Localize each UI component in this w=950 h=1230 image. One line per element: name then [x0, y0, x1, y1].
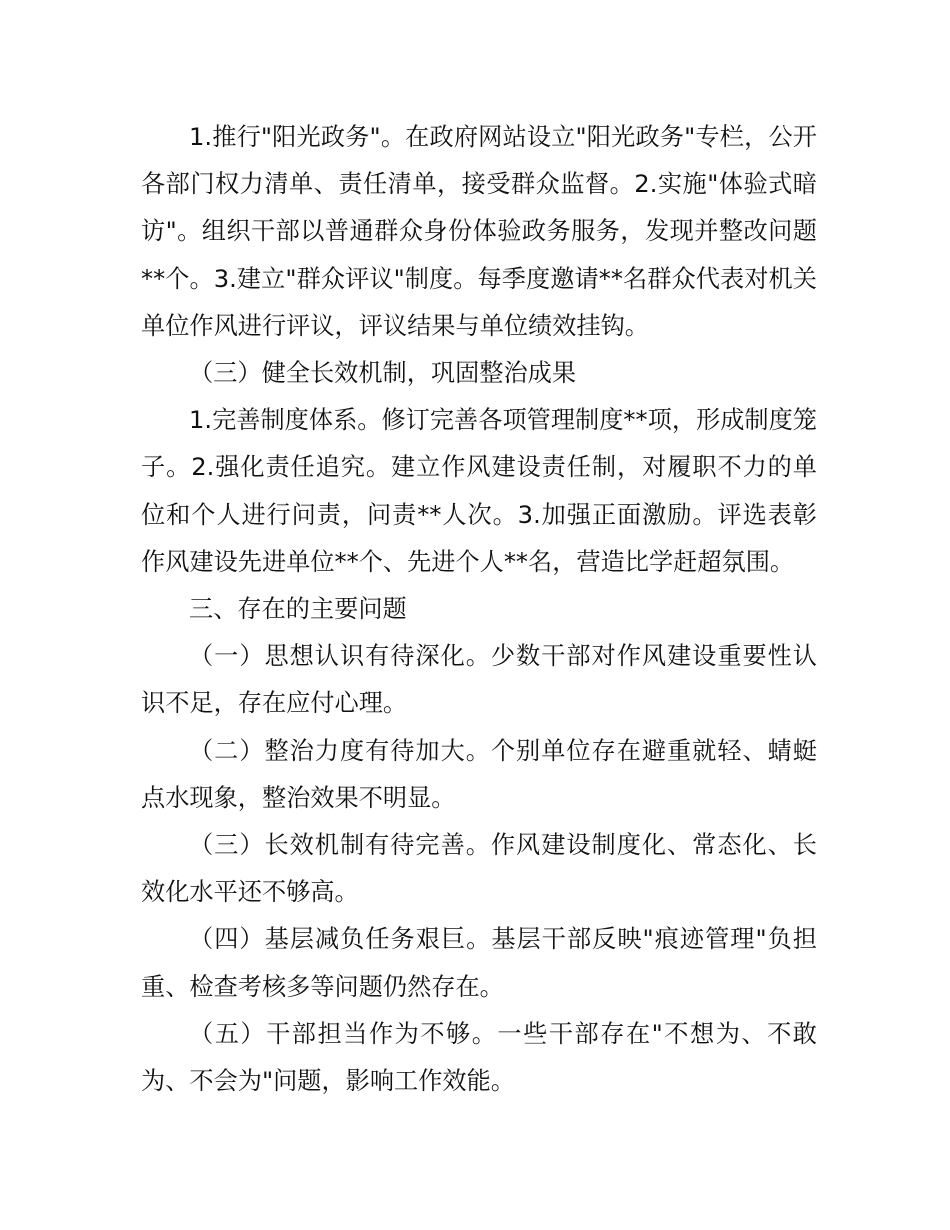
- section-heading-main-problems: 三、存在的主要问题: [189, 595, 407, 624]
- paragraph-long-term-measures: 1.完善制度体系。修订完善各项管理制度**项，形成制度笼子。2.强化责任追究。建立作风建设责任制，对履职不力的单位和个人进行问责，问责**人次。3.加强正面激励。评选表彰作风建设先进单位**个、先进个人**名，营造比学赶超氛围。: [141, 406, 817, 576]
- document-body: [141, 114, 817, 1105]
- paragraph-problem-2: （二）整治力度有待加大。个别单位存在避重就轻、蜻蜓点水现象，整治效果不明显。: [141, 736, 817, 812]
- subheading-long-term-mechanism: （三）健全长效机制，巩固整治成果: [189, 359, 577, 388]
- paragraph-problem-1: （一）思想认识有待深化。少数干部对作风建设重要性认识不足，存在应付心理。: [141, 642, 817, 718]
- paragraph-problem-3: （三）长效机制有待完善。作风建设制度化、常态化、长效化水平还不够高。: [141, 831, 817, 907]
- paragraph-problem-4: （四）基层减负任务艰巨。基层干部反映"痕迹管理"负担重、检查考核多等问题仍然存在。: [141, 925, 817, 1001]
- paragraph-problem-5: （五）干部担当作为不够。一些干部存在"不想为、不敢为、不会为"问题，影响工作效能。: [141, 1019, 817, 1096]
- paragraph-sunshine-affairs: 1.推行"阳光政务"。在政府网站设立"阳光政务"专栏，公开各部门权力清单、责任清单，接受群众监督。2.实施"体验式暗访"。组织干部以普通群众身份体验政务服务，发现并整改问题**个。3.建立"群众评议"制度。每季度邀请**名群众代表对机关单位作风进行评议，评议结果与单位绩效挂钩。: [141, 123, 817, 340]
